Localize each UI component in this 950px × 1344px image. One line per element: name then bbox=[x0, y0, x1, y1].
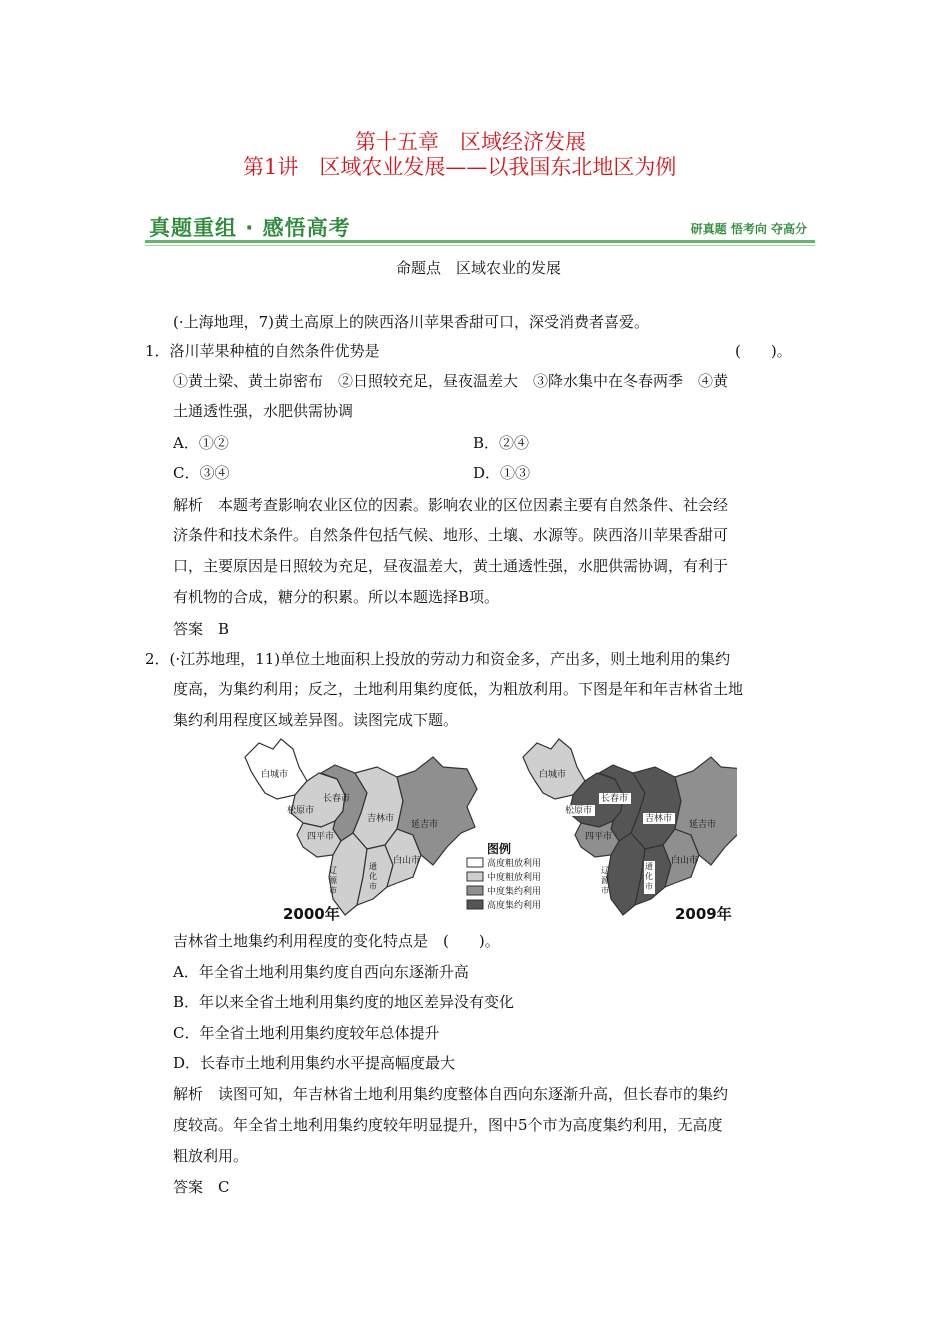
q1-choice-b: B．②④ bbox=[473, 434, 530, 452]
q2-choice-d: D．长春市土地利用集约水平提高幅度最大 bbox=[173, 1054, 456, 1072]
label-siping-2009: 四平市 bbox=[585, 832, 613, 842]
region-baicheng-2009 bbox=[523, 739, 585, 799]
q2-choice-b: B．年以来全省土地利用集约度的地区差异没有变化 bbox=[173, 993, 515, 1011]
label-yanji-2000: 延吉市 bbox=[411, 820, 439, 830]
q1-options-line2: 土通透性强，水肥供需协调 bbox=[173, 402, 354, 420]
legend-swatch-2 bbox=[467, 872, 483, 881]
region-baicheng-2000 bbox=[245, 739, 307, 799]
q1-answer: 答案 B bbox=[173, 620, 230, 638]
legend-label-1: 高度粗放利用 bbox=[487, 859, 542, 869]
q2-answer: 答案 C bbox=[173, 1178, 230, 1196]
q2-analysis-3: 粗放利用。 bbox=[173, 1147, 249, 1165]
q1-choice-a: A．①② bbox=[173, 434, 229, 452]
label-baishan-2009: 白山市 bbox=[671, 856, 699, 866]
banner-rule bbox=[145, 240, 815, 243]
label-jilin-2000: 吉林市 bbox=[367, 814, 395, 824]
label-siping-2000: 四平市 bbox=[307, 832, 335, 842]
legend-title: 图例 bbox=[487, 842, 512, 856]
q1-analysis-3: 口，主要原因是日照较为充足，昼夜温差大，黄土通透性强，水肥供需协调，有利于 bbox=[173, 557, 729, 575]
legend-swatch-4 bbox=[467, 900, 483, 909]
q1-choice-c: C．③④ bbox=[173, 464, 230, 482]
topic-heading: 命题点 区域农业的发展 bbox=[396, 259, 562, 277]
label-baishan-2000: 白山市 bbox=[393, 856, 421, 866]
q1-blank: ( )。 bbox=[735, 342, 792, 360]
label-songyuan-2000: 松原市 bbox=[287, 806, 315, 816]
label-yanji-2009: 延吉市 bbox=[689, 820, 717, 830]
q2-question: 吉林省土地集约利用程度的变化特点是 ( )。 bbox=[173, 932, 500, 950]
legend-label-3: 中度集约利用 bbox=[487, 887, 542, 897]
banner-label: 真题重组 · 感悟高考 bbox=[149, 216, 351, 240]
label-liaoyuan-2009: 辽源市 bbox=[601, 866, 609, 895]
label-changchun-2009: 长春市 bbox=[601, 794, 629, 804]
legend-swatch-1 bbox=[467, 858, 483, 867]
q1-stem: 1．洛川苹果种植的自然条件优势是 bbox=[145, 342, 380, 360]
q1-options-line1: ①黄土梁、黄土峁密布 ②日照较充足，昼夜温差大 ③降水集中在冬春两季 ④黄 bbox=[173, 372, 729, 390]
chapter-title: 第十五章 区域经济发展 bbox=[355, 130, 586, 154]
q1-analysis-1: 解析 本题考查影响农业区位的因素。影响农业的区位因素主要有自然条件、社会经 bbox=[173, 496, 729, 514]
label-baicheng-2009: 白城市 bbox=[539, 770, 567, 780]
q2-line1: 2．(·江苏地理，11)单位土地面积上投放的劳动力和资金多，产出多，则土地利用的集约 bbox=[145, 650, 731, 668]
q1-analysis-2: 济条件和技术条件。自然条件包括气候、地形、土壤、水源等。陕西洛川苹果香甜可 bbox=[173, 526, 729, 544]
q2-line2: 度高，为集约利用；反之，土地利用集约度低，为粗放利用。下图是年和年吉林省土地 bbox=[173, 680, 744, 698]
label-tonghua-2009: 通化市 bbox=[645, 862, 653, 891]
banner-slogan: 研真题 悟考向 夺高分 bbox=[690, 222, 807, 236]
section-banner bbox=[145, 212, 815, 246]
label-tonghua-2000: 通化市 bbox=[369, 862, 377, 891]
map-year-2000: 2000年 bbox=[283, 905, 340, 923]
q2-choice-c: C．年全省土地利用集约度较年总体提升 bbox=[173, 1024, 440, 1042]
q1-choice-d: D．①③ bbox=[473, 464, 531, 482]
label-baicheng-2000: 白城市 bbox=[261, 770, 289, 780]
label-changchun-2000: 长春市 bbox=[323, 794, 351, 804]
legend-swatch-3 bbox=[467, 886, 483, 895]
q1-source: (·上海地理，7)黄土高原上的陕西洛川苹果香甜可口，深受消费者喜爱。 bbox=[173, 313, 650, 331]
banner-rule-thin bbox=[145, 245, 815, 246]
q2-line3: 集约利用程度区域差异图。读图完成下题。 bbox=[173, 711, 459, 729]
q2-choice-a: A．年全省土地利用集约度自西向东逐渐升高 bbox=[173, 963, 469, 981]
q2-analysis-2: 度较高。年全省土地利用集约度较年明显提升，图中5个市为高度集约利用，无高度 bbox=[173, 1116, 723, 1134]
label-jilin-2009: 吉林市 bbox=[645, 814, 673, 824]
map-2000 bbox=[245, 739, 477, 915]
label-liaoyuan-2000: 辽源市 bbox=[329, 866, 337, 895]
q2-analysis-1: 解析 读图可知，年吉林省土地利用集约度整体自西向东逐渐升高，但长春市的集约 bbox=[173, 1085, 729, 1103]
jilin-map-figure bbox=[237, 737, 737, 927]
q1-analysis-4: 有机物的合成，糖分的积累。所以本题选择B项。 bbox=[173, 588, 500, 606]
map-legend bbox=[467, 841, 541, 911]
label-songyuan-2009: 松原市 bbox=[565, 806, 593, 816]
map-year-2009: 2009年 bbox=[675, 905, 732, 923]
legend-label-2: 中度粗放利用 bbox=[487, 873, 542, 883]
legend-label-4: 高度集约利用 bbox=[487, 901, 542, 911]
lesson-title: 第1讲 区域农业发展——以我国东北地区为例 bbox=[243, 155, 677, 179]
